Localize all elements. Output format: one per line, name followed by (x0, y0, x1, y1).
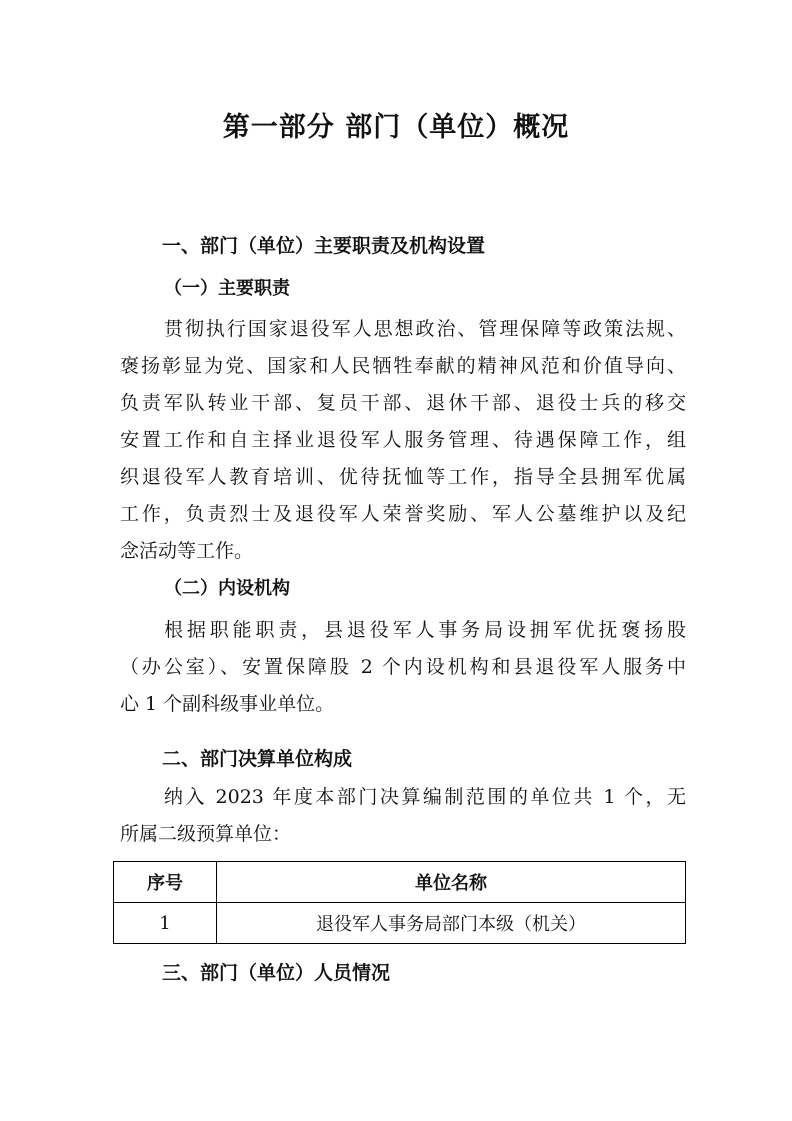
subsection-duties-heading: （一）主要职责 (164, 278, 290, 299)
page-title: 第一部分 部门（单位）概况 (222, 112, 570, 143)
budget-units-paragraph (120, 779, 686, 853)
subsection-internal-units-heading: （二）内设机构 (164, 578, 290, 599)
duties-line: 织退役军人教育培训、优待抚恤等工作，指导全县拥军优属 (120, 466, 686, 488)
internal-units-line: 根据职能职责，县退役军人事务局设拥军优抚褒扬股 (164, 619, 686, 641)
section-1-heading: 一、部门（单位）主要职责及机构设置 (162, 235, 486, 257)
duties-line: 贯彻执行国家退役军人思想政治、管理保障等政策法规、 (164, 318, 686, 340)
section-3-heading: 三、部门（单位）人员情况 (162, 962, 391, 984)
cell-unit-name: 退役军人事务局部门本级（机关） (217, 903, 686, 944)
duties-line: 工作，负责烈士及退役军人荣誉奖励、军人公墓维护以及纪 (120, 503, 686, 525)
column-header-serial: 序号 (114, 862, 217, 903)
cell-serial: 1 (114, 903, 217, 944)
duties-line: 念活动等工作。 (120, 540, 254, 562)
internal-units-line: 心 1 个副科级事业单位。 (120, 693, 335, 715)
budget-units-line: 纳入 2023 年度本部门决算编制范围的单位共 1 个，无 (164, 786, 686, 808)
duties-line: 褒扬彰显为党、国家和人民牺牲奉献的精神风范和价值导向、 (120, 355, 686, 377)
internal-units-line: （办公室）、安置保障股 2 个内设机构和县退役军人服务中 (120, 656, 686, 678)
duties-line: 安置工作和自主择业退役军人服务管理、待遇保障工作，组 (120, 429, 686, 451)
column-header-unit-name: 单位名称 (217, 862, 686, 903)
duties-line: 负责军队转业干部、复员干部、退休干部、退役士兵的移交 (120, 392, 686, 414)
budget-units-line: 所属二级预算单位： (120, 823, 292, 845)
internal-units-paragraph (120, 612, 686, 723)
duties-paragraph (120, 311, 686, 570)
budget-units-table (113, 861, 686, 944)
section-2-heading: 二、部门决算单位构成 (162, 748, 353, 770)
table-row (114, 903, 686, 944)
table-header-row (114, 862, 686, 903)
